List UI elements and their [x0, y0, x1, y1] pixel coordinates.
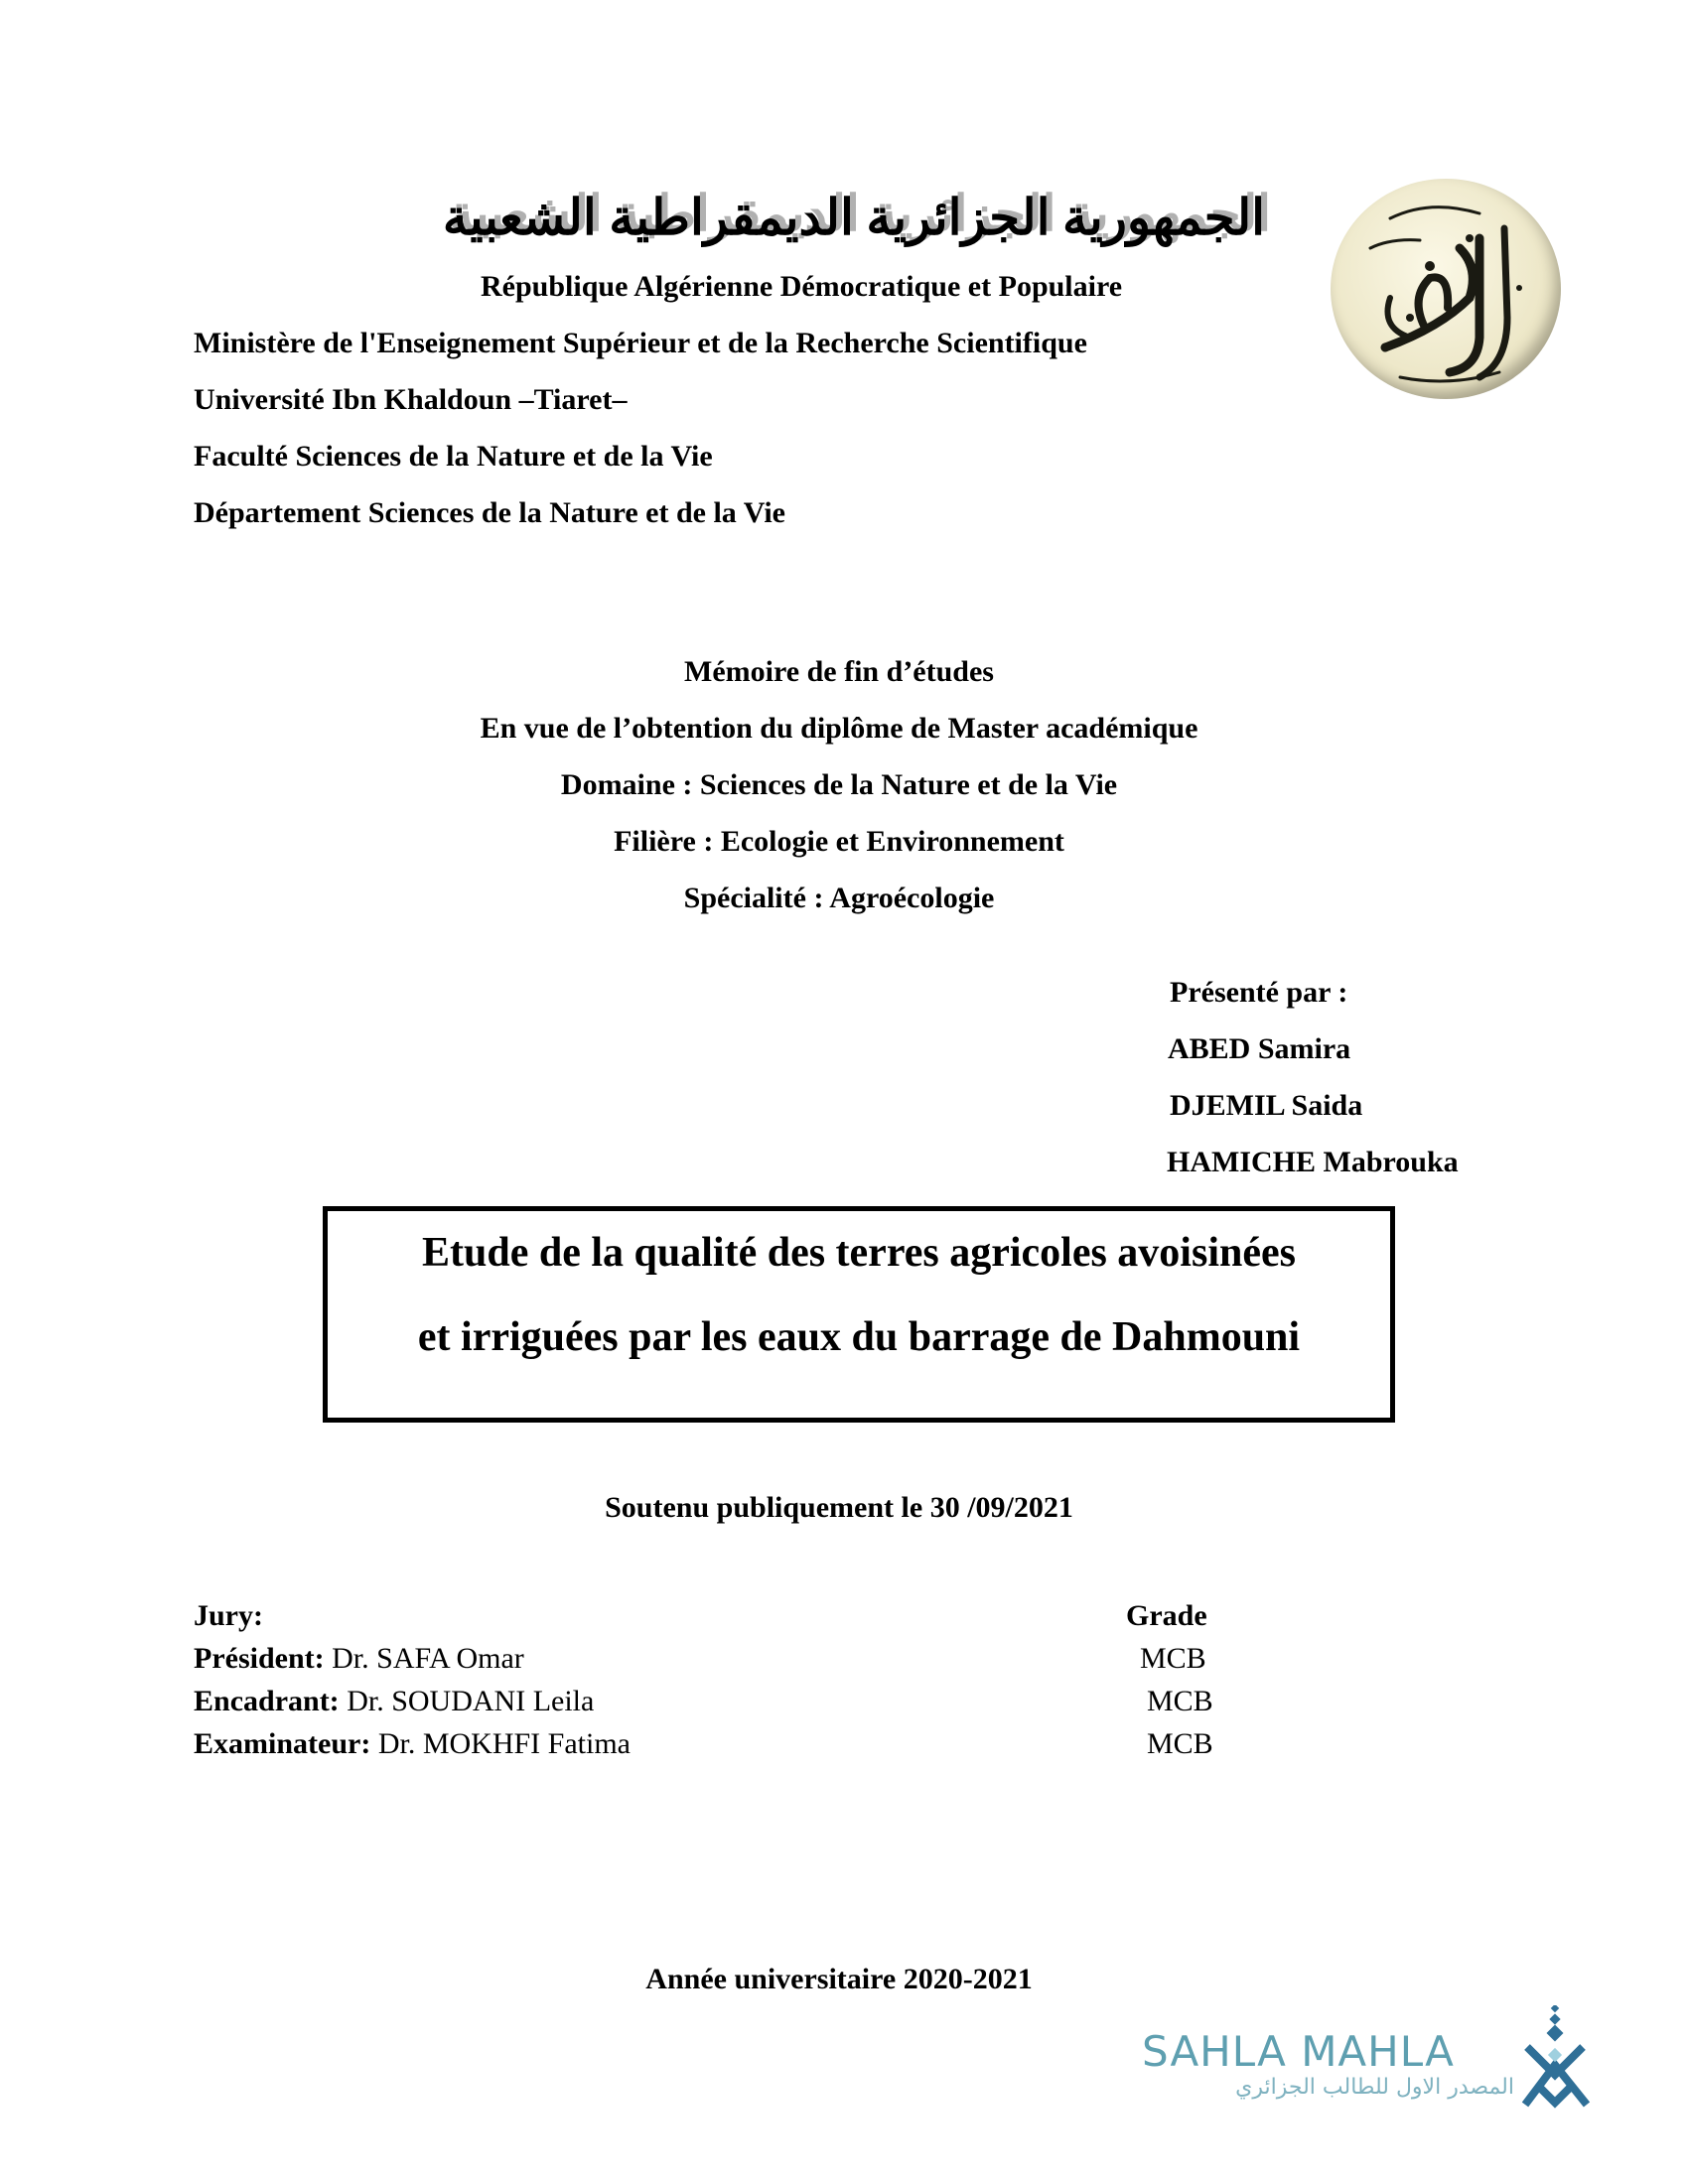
academic-year: Année universitaire 2020-2021: [645, 1963, 1033, 1995]
thesis-type: Mémoire de fin d’études: [684, 655, 994, 688]
jury-member-name: Dr. SOUDANI Leila: [339, 1685, 595, 1717]
jury-member-name: Dr. SAFA Omar: [324, 1642, 524, 1675]
jury-member-row: [194, 1685, 594, 1718]
faculty-name: Faculté Sciences de la Nature et de la Vie: [194, 440, 713, 473]
thesis-title-line-1: Etude de la qualité des terres agricoles avoisinées: [422, 1230, 1296, 1276]
defense-date: Soutenu publiquement le 30 /09/2021: [605, 1491, 1073, 1524]
jury-role: Examinateur:: [194, 1727, 371, 1760]
university-seal-graphic: [1331, 179, 1561, 399]
jury-member-row: [194, 1642, 524, 1676]
thesis-domain: Domaine : Sciences de la Nature et de la Vie: [560, 768, 1118, 801]
thesis-purpose: En vue de l’obtention du diplôme de Master académique: [480, 712, 1198, 745]
presenter-name: DJEMIL Saida: [1170, 1089, 1363, 1122]
sahla-mahla-emblem-icon: [1519, 2005, 1594, 2110]
sahla-mahla-tagline: المصدر الاول للطالب الجزائري: [1235, 2075, 1514, 2100]
ministry-name: Ministère de l'Enseignement Supérieur et de la Recherche Scientifique: [194, 327, 1087, 359]
jury-member-row: [194, 1727, 631, 1761]
republic-name: République Algérienne Démocratique et Populaire: [481, 270, 1123, 303]
presenter-name: ABED Samira: [1168, 1032, 1351, 1065]
jury-role: Encadrant:: [194, 1685, 340, 1717]
jury-member-grade: MCB: [1147, 1685, 1213, 1717]
presented-by-label: Présenté par :: [1170, 976, 1348, 1009]
arabic-republic-title: الجمهورية الجزائرية الديمقراطية الشعبية: [442, 190, 1266, 245]
thesis-specialty: Spécialité : Agroécologie: [683, 882, 995, 914]
grade-label: Grade: [1126, 1599, 1207, 1632]
thesis-title-line-2: et irriguées par les eaux du barrage de Dahmouni: [417, 1314, 1301, 1360]
jury-member-grade: MCB: [1140, 1642, 1206, 1675]
sahla-mahla-watermark: [1137, 2005, 1594, 2115]
department-name: Département Sciences de la Nature et de la Vie: [194, 496, 785, 529]
sahla-mahla-brand: SAHLA MAHLA: [1142, 2027, 1455, 2076]
university-name: Université Ibn Khaldoun –Tiaret–: [194, 383, 628, 416]
thesis-field: Filière : Ecologie et Environnement: [614, 825, 1064, 858]
jury-member-name: Dr. MOKHFI Fatima: [370, 1727, 631, 1760]
jury-label: Jury:: [194, 1599, 263, 1632]
thesis-title-box: [323, 1206, 1395, 1423]
jury-role: Président:: [194, 1642, 325, 1675]
presenter-name: HAMICHE Mabrouka: [1167, 1146, 1459, 1178]
jury-member-grade: MCB: [1147, 1727, 1213, 1760]
university-seal-icon: [1331, 179, 1561, 399]
